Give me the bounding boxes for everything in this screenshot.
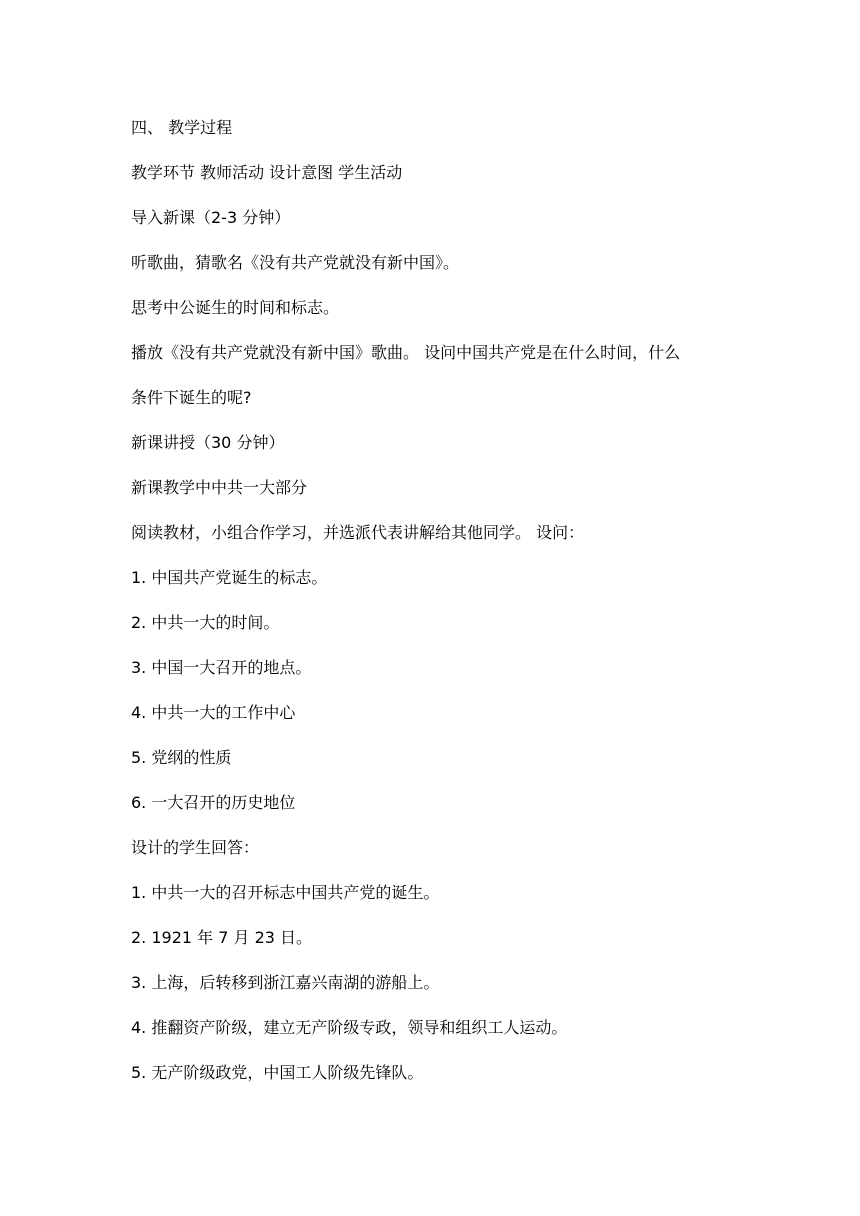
intro-segment-heading: 导入新课（2-3 分钟） (131, 208, 291, 227)
question-item: 6. 一大召开的历史地位 (131, 793, 296, 812)
text-line: 阅读教材，小组合作学习，并选派代表讲解给其他同学。 设问： (131, 523, 585, 542)
answers-heading: 设计的学生回答： (131, 838, 260, 857)
question-item: 5. 党纲的性质 (131, 748, 232, 767)
text-line: 条件下诞生的呢? (131, 388, 252, 407)
answer-item: 5. 无产阶级政党，中国工人阶级先锋队。 (131, 1063, 424, 1082)
section-heading: 四、 教学过程 (131, 118, 233, 137)
question-item: 4. 中共一大的工作中心 (131, 703, 296, 722)
text-line: 思考中公诞生的时间和标志。 (131, 298, 340, 317)
question-item: 1. 中国共产党诞生的标志。 (131, 568, 328, 587)
new-lesson-heading: 新课讲授（30 分钟） (131, 433, 285, 452)
text-line: 新课教学中中共一大部分 (131, 478, 308, 497)
answer-item: 4. 推翻资产阶级，建立无产阶级专政，领导和组织工人运动。 (131, 1018, 568, 1037)
question-item: 2. 中共一大的时间。 (131, 613, 280, 632)
question-item: 3. 中国一大召开的地点。 (131, 658, 312, 677)
answer-item: 3. 上海，后转移到浙江嘉兴南湖的游船上。 (131, 973, 440, 992)
text-line: 播放《没有共产党就没有新中国》歌曲。 设问中国共产党是在什么时间，什么 (131, 343, 681, 362)
answer-item: 1. 中共一大的召开标志中国共产党的诞生。 (131, 883, 440, 902)
table-header-line: 教学环节 教师活动 设计意图 学生活动 (131, 163, 403, 182)
text-line: 听歌曲，猜歌名《没有共产党就没有新中国》。 (131, 253, 460, 272)
answer-item: 2. 1921 年 7 月 23 日。 (131, 928, 313, 947)
